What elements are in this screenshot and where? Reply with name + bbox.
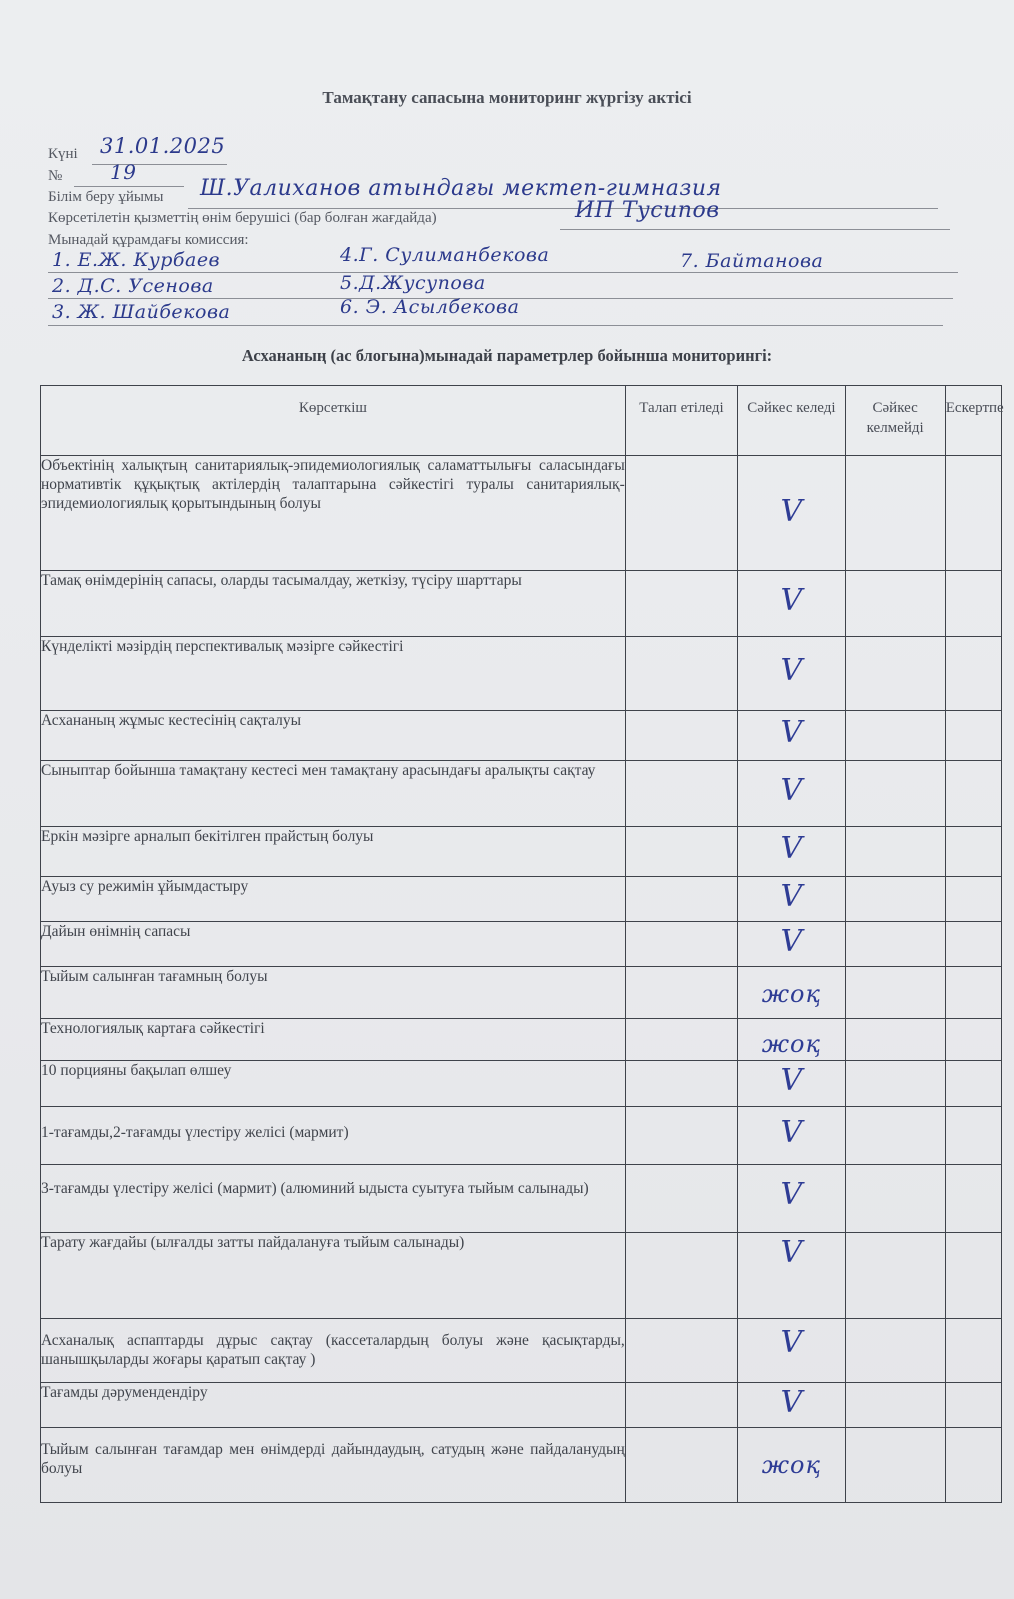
row-required-cell xyxy=(625,711,737,761)
header-note: Ескертпе xyxy=(945,386,1001,456)
number-line xyxy=(74,186,184,187)
table-header-row xyxy=(41,386,1002,456)
row-compliant-mark: V xyxy=(738,1061,845,1107)
table-row xyxy=(41,967,1002,1019)
row-note-cell xyxy=(945,922,1001,967)
row-note-cell xyxy=(945,1061,1001,1107)
document-title: Тамақтану сапасына мониторинг жүргізу актісі xyxy=(322,88,692,107)
table-row xyxy=(41,827,1002,877)
school-label: Білім беру ұйымы xyxy=(48,189,164,205)
row-required-cell xyxy=(625,1319,737,1383)
row-compliant-mark: V xyxy=(738,571,845,637)
row-noncompliant-cell xyxy=(845,877,945,922)
row-noncompliant-cell xyxy=(845,922,945,967)
row-required-cell xyxy=(625,1061,737,1107)
row-note-cell xyxy=(945,1233,1001,1319)
row-indicator: Объектінің халықтың санитариялық-эпидемиологиялық саламаттылығы саласындағы нормативтік құқықтық актілердің талаптарына сәйкестігі туралы санитариялық-эпидемиологиялық қорытындының болуы xyxy=(41,456,626,571)
row-noncompliant-cell xyxy=(845,456,945,571)
row-indicator: Еркін мәзірге арналып бекітілген прайстың болуы xyxy=(41,827,626,877)
table-row xyxy=(41,571,1002,637)
row-noncompliant-cell xyxy=(845,1383,945,1428)
table-row xyxy=(41,1107,1002,1165)
commission-member: 6. Э. Асылбекова xyxy=(340,296,520,318)
table-subtitle: Асхананың (ас блогына)мынадай параметрлер бойынша мониторингі: xyxy=(241,346,773,365)
commission-member: 4.Г. Сулиманбекова xyxy=(340,244,550,266)
date-label: Күні xyxy=(48,146,78,162)
row-compliant-mark: V xyxy=(738,456,845,571)
row-required-cell xyxy=(625,967,737,1019)
row-noncompliant-cell xyxy=(845,1319,945,1383)
row-noncompliant-cell xyxy=(845,761,945,827)
row-compliant-mark: V xyxy=(738,1233,845,1319)
row-required-cell xyxy=(625,827,737,877)
monitoring-table xyxy=(40,385,1002,1503)
row-required-cell xyxy=(625,1383,737,1428)
header-noncompliant: Сәйкес келмейді xyxy=(845,386,945,456)
row-note-cell xyxy=(945,1107,1001,1165)
row-required-cell xyxy=(625,1107,737,1165)
row-indicator: Тыйым салынған тағамдар мен өнімдерді дайындаудың, сатудың және пайдаланудың болуы xyxy=(41,1428,626,1503)
row-compliant-mark: жоқ xyxy=(738,967,845,1019)
row-required-cell xyxy=(625,877,737,922)
table-row xyxy=(41,877,1002,922)
row-note-cell xyxy=(945,1383,1001,1428)
table-row xyxy=(41,1019,1002,1061)
row-note-cell xyxy=(945,1319,1001,1383)
row-indicator: Сыныптар бойынша тамақтану кестесі мен тамақтану арасындағы аралықты сақтау xyxy=(41,761,626,827)
row-compliant-mark: V xyxy=(738,1383,845,1428)
table-row xyxy=(41,1165,1002,1233)
row-noncompliant-cell xyxy=(845,1107,945,1165)
row-required-cell xyxy=(625,1165,737,1233)
row-compliant-mark: жоқ xyxy=(738,1019,845,1061)
row-noncompliant-cell xyxy=(845,1233,945,1319)
table-row xyxy=(41,1428,1002,1503)
row-noncompliant-cell xyxy=(845,1165,945,1233)
row-compliant-mark: V xyxy=(738,877,845,922)
table-row xyxy=(41,1319,1002,1383)
school-line xyxy=(188,208,938,209)
row-required-cell xyxy=(625,637,737,711)
row-indicator: Асхананың жұмыс кестесінің сақталуы xyxy=(41,711,626,761)
commission-member: 7. Байтанова xyxy=(680,250,824,272)
header-compliant: Сәйкес келеді xyxy=(738,386,845,456)
row-noncompliant-cell xyxy=(845,571,945,637)
row-noncompliant-cell xyxy=(845,711,945,761)
row-indicator: Тағамды дәрумендендіру xyxy=(41,1383,626,1428)
row-noncompliant-cell xyxy=(845,637,945,711)
commission-line-3 xyxy=(48,325,943,326)
table-row xyxy=(41,637,1002,711)
row-compliant-mark: V xyxy=(738,637,845,711)
row-note-cell xyxy=(945,711,1001,761)
table-row xyxy=(41,922,1002,967)
row-required-cell xyxy=(625,1428,737,1503)
number-value: 19 xyxy=(110,160,137,184)
number-label: № xyxy=(48,168,63,184)
table-row xyxy=(41,761,1002,827)
row-compliant-mark: V xyxy=(738,827,845,877)
row-indicator: 1-тағамды,2-тағамды үлестіру желісі (мармит) xyxy=(41,1107,626,1165)
row-compliant-mark: V xyxy=(738,1165,845,1233)
row-noncompliant-cell xyxy=(845,1061,945,1107)
date-value: 31.01.2025 xyxy=(100,134,226,158)
row-indicator: Тыйым салынған тағамның болуы xyxy=(41,967,626,1019)
row-indicator: Ауыз су режимін ұйымдастыру xyxy=(41,877,626,922)
commission-member: 1. Е.Ж. Курбаев xyxy=(52,249,221,271)
school-value: Ш.Уалиханов атындағы мектеп-гимназия xyxy=(200,176,722,201)
row-compliant-mark: V xyxy=(738,711,845,761)
row-compliant-mark: V xyxy=(738,761,845,827)
row-indicator: Дайын өнімнің сапасы xyxy=(41,922,626,967)
table-row xyxy=(41,1061,1002,1107)
commission-label: Мынадай құрамдағы комиссия: xyxy=(48,232,249,248)
commission-member: 3. Ж. Шайбекова xyxy=(52,301,231,323)
row-note-cell xyxy=(945,761,1001,827)
table-row xyxy=(41,456,1002,571)
row-note-cell xyxy=(945,877,1001,922)
commission-member: 2. Д.С. Усенова xyxy=(52,275,214,297)
row-required-cell xyxy=(625,1233,737,1319)
table-row xyxy=(41,711,1002,761)
row-compliant-mark: V xyxy=(738,1319,845,1383)
provider-label: Көрсетілетін қызметтің өнім берушісі (бар болған жағдайда) xyxy=(48,210,437,226)
row-indicator: Күнделікті мәзірдің перспективалық мәзірге сәйкестігі xyxy=(41,637,626,711)
table-row xyxy=(41,1383,1002,1428)
row-indicator: 10 порцияны бақылап өлшеу xyxy=(41,1061,626,1107)
provider-value: ИП Тусипов xyxy=(575,198,720,223)
row-note-cell xyxy=(945,456,1001,571)
row-note-cell xyxy=(945,1165,1001,1233)
row-note-cell xyxy=(945,967,1001,1019)
row-required-cell xyxy=(625,571,737,637)
row-indicator: 3-тағамды үлестіру желісі (мармит) (алюминий ыдыста суытуға тыйым салынады) xyxy=(41,1165,626,1233)
row-indicator: Тамақ өнімдерінің сапасы, оларды тасымалдау, жеткізу, түсіру шарттары xyxy=(41,571,626,637)
row-noncompliant-cell xyxy=(845,827,945,877)
row-compliant-mark: жоқ xyxy=(738,1428,845,1503)
header-required: Талап етіледі xyxy=(625,386,737,456)
header-indicator: Көрсеткіш xyxy=(41,386,626,456)
row-required-cell xyxy=(625,1019,737,1061)
provider-line xyxy=(560,229,950,230)
row-required-cell xyxy=(625,456,737,571)
row-noncompliant-cell xyxy=(845,1428,945,1503)
row-indicator: Технологиялық картаға сәйкестігі xyxy=(41,1019,626,1061)
table-row xyxy=(41,1233,1002,1319)
row-note-cell xyxy=(945,1428,1001,1503)
row-required-cell xyxy=(625,761,737,827)
row-noncompliant-cell xyxy=(845,967,945,1019)
commission-line-1 xyxy=(48,272,958,273)
row-note-cell xyxy=(945,637,1001,711)
commission-member: 5.Д.Жусупова xyxy=(340,272,486,294)
row-indicator: Асханалық аспаптарды дұрыс сақтау (кассеталардың болуы және қасықтарды, шанышқыларды жоғары қаратып сақтау ) xyxy=(41,1319,626,1383)
row-compliant-mark: V xyxy=(738,1107,845,1165)
row-required-cell xyxy=(625,922,737,967)
row-note-cell xyxy=(945,1019,1001,1061)
row-note-cell xyxy=(945,827,1001,877)
row-noncompliant-cell xyxy=(845,1019,945,1061)
row-note-cell xyxy=(945,571,1001,637)
row-compliant-mark: V xyxy=(738,922,845,967)
row-indicator: Тарату жағдайы (ылғалды затты пайдалануға тыйым салынады) xyxy=(41,1233,626,1319)
